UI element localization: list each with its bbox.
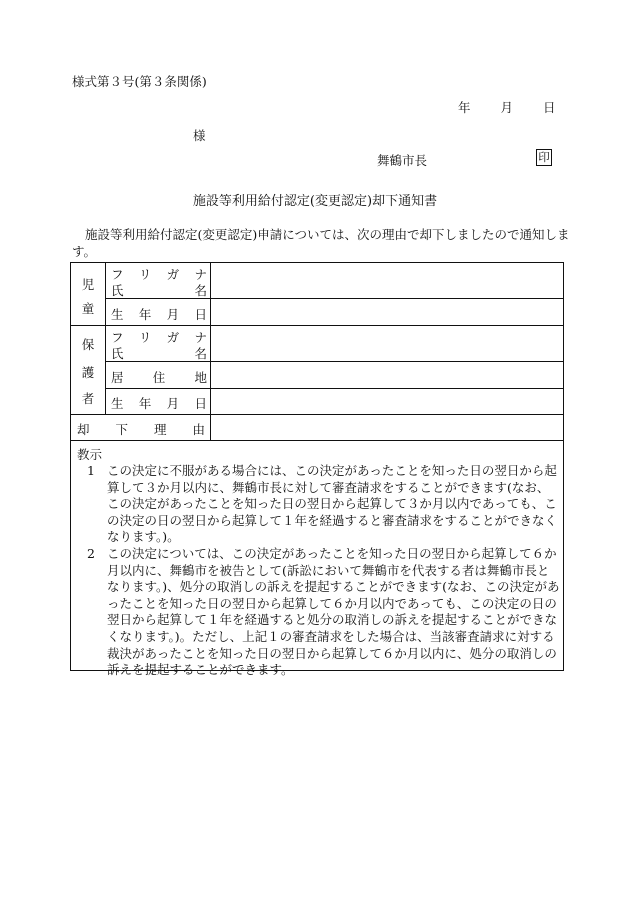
column-divider	[105, 263, 106, 414]
date-month-label: 月	[500, 100, 514, 115]
row-divider	[71, 440, 563, 441]
notice-item	[87, 546, 561, 679]
child-label-2: 童	[81, 301, 95, 316]
guardian-label-2: 護	[81, 365, 95, 380]
guardian-address-label: 居 住 地	[111, 370, 207, 385]
child-name-label: 氏 名	[111, 283, 207, 298]
document-title: 施設等利用給付認定(変更認定)却下通知書	[192, 194, 438, 209]
notice-list	[87, 463, 561, 679]
child-furigana-label: フ リ ガ ナ	[111, 267, 207, 282]
guardian-furigana-label: フ リ ガ ナ	[111, 330, 207, 345]
guardian-label-3: 者	[81, 391, 95, 406]
notice-number: 1	[87, 463, 95, 478]
seal-stamp: 印	[536, 149, 552, 166]
intro-text: 施設等利用給付認定(変更認定)申請については、次の理由で却下しましたので通知します。	[72, 227, 570, 259]
rejection-reason-label: 却 下 理 由	[77, 422, 205, 437]
addressee-suffix: 様	[193, 128, 206, 143]
guardian-name-label: 氏 名	[111, 346, 207, 361]
application-table	[70, 262, 564, 678]
date-day-label: 日	[543, 100, 556, 115]
row-divider	[71, 325, 563, 326]
notice-item	[87, 463, 561, 546]
issuer-name: 舞鶴市長	[377, 153, 428, 168]
date-line	[458, 98, 556, 116]
notice-text: この決定については、この決定があったことを知った日の翌日から起算して６か月以内に、舞鶴市を被告として(訴訟において舞鶴市を代表する者は舞鶴市長となります。)、処分の取消しの訴えを提起することができます(なお、この決定があったことを知った日の翌日から起算して６か月以内であっても、この決定の日の翌日から起算して１年を経過すると処分の取消しの訴えを提起することができなくなります。)。ただし、上記１の審査請求をした場合は、当該審査請求に対する裁決があったことを知った日の翌日から起算して６か月以内に、処分の取消しの訴えを提起することができます。	[107, 545, 560, 678]
child-label-1: 児	[81, 277, 95, 292]
child-birthdate-label: 生 年 月 日	[111, 307, 207, 322]
date-year-label: 年	[458, 100, 471, 115]
guardian-label-1: 保	[81, 337, 95, 352]
notice-heading: 教示	[77, 447, 103, 462]
column-divider	[210, 263, 211, 440]
notice-text: この決定に不服がある場合には、この決定があったことを知った日の翌日から起算して３か月以内に、舞鶴市長に対して審査請求をすることができます(なお、この決定があったことを知った日の翌日から起算して３か月以内であっても、この決定の日の翌日から起算して１年を経過すると審査請求をすることができなくなります。)。	[107, 463, 558, 545]
guardian-birthdate-label: 生 年 月 日	[111, 396, 207, 411]
notice-number: 2	[87, 545, 95, 561]
row-divider	[105, 388, 563, 389]
form-number: 様式第３号(第３条関係)	[72, 74, 207, 89]
row-divider	[71, 414, 563, 415]
